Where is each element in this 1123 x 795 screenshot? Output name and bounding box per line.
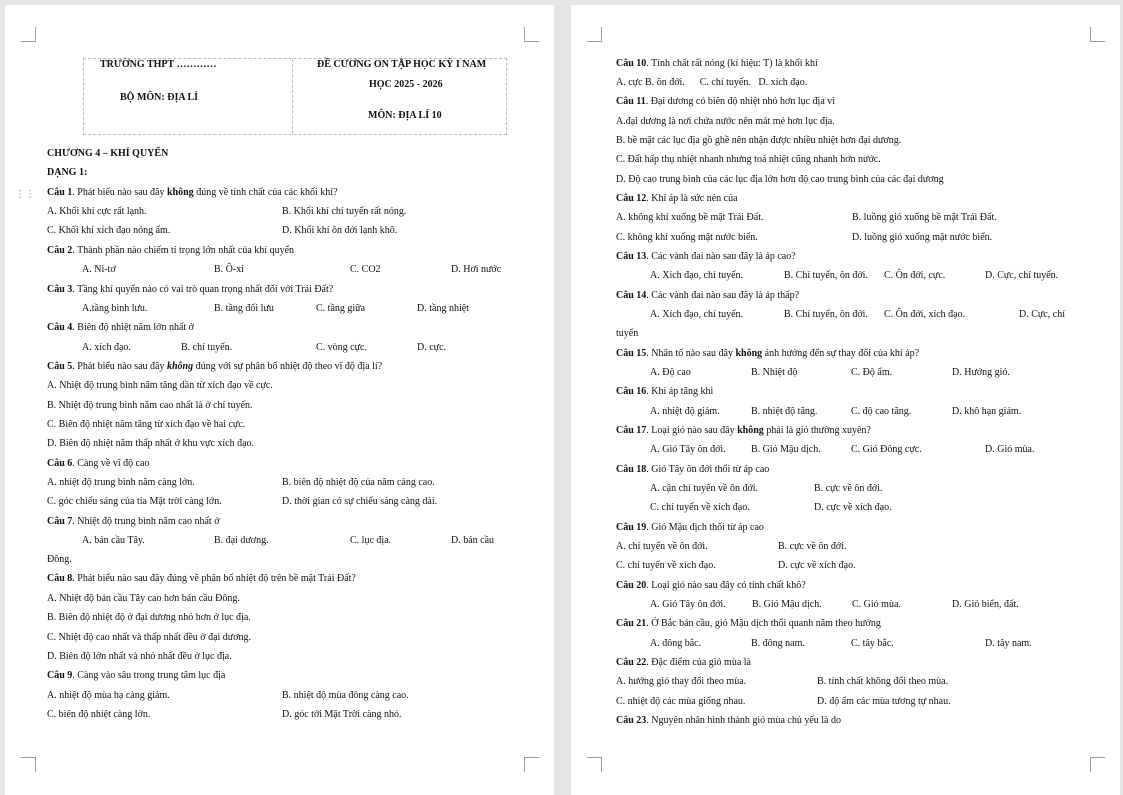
option-d: D. Biên độ lớn nhất và nhỏ nhất đều ở lục địa. xyxy=(47,651,232,662)
option-b: B. tính chất không đổi theo mùa. xyxy=(817,676,949,687)
option-c: C. Nhiệt độ cao nhất và thấp nhất đều ở đại dương. xyxy=(47,632,252,643)
option-d: D. Khối khí ôn đới lạnh khô. xyxy=(282,225,398,236)
option-c: C. Gió Đông cực. xyxy=(851,444,922,455)
option-d: D. Gió biển, đất. xyxy=(952,599,1019,610)
option-b: B. biên độ nhiệt độ của năm càng cao. xyxy=(282,477,435,488)
question-14: Câu 14. Các vành đai nào sau đây là áp thấp? xyxy=(616,290,800,301)
option-a: A. Xích đạo, chí tuyến. xyxy=(650,270,744,281)
option-b: B. Chí tuyến, ôn đới. xyxy=(784,309,868,320)
option-a: A. chí tuyến về ôn đới. xyxy=(616,541,708,552)
option-d: D. góc tới Mặt Trời càng nhỏ. xyxy=(282,709,402,720)
option-d: D. khô hạn giảm. xyxy=(952,406,1022,417)
option-d: D. Độ cao trung bình của các lục địa lớn hơn độ cao trung bình của các đại dương xyxy=(616,174,944,185)
question-12: Câu 12. Khí áp là sức nén của xyxy=(616,193,738,204)
question-18: Câu 18. Gió Tây ôn đới thổi từ áp cao xyxy=(616,464,770,475)
option-a: A. không khí xuống bề mặt Trái Đất. xyxy=(616,212,764,223)
question-1: Câu 1. Phát biểu nào sau đây không đúng về tính chất của các khối khí? xyxy=(47,187,338,198)
option-b: B. nhiệt độ tăng. xyxy=(751,406,818,417)
option-d: D. cực. xyxy=(417,342,447,353)
option-b: B. đông nam. xyxy=(751,638,805,649)
option-b: B. nhiệt độ mùa đông càng cao. xyxy=(282,690,409,701)
option-d: D. Cực, chí tuyến. xyxy=(985,270,1059,281)
option-d: D. thời gian có sự chiếu sáng càng dài. xyxy=(282,496,438,507)
option-b: B. Chí tuyến, ôn đới. xyxy=(784,270,868,281)
option-d: D. Gió mùa. xyxy=(985,444,1035,455)
option-c: C. nhiệt độ các mùa giống nhau. xyxy=(616,696,746,707)
option-c: C. tây bắc. xyxy=(851,638,894,649)
question-10: Câu 10. Tính chất rất nóng (kí hiệu: T) là khối khí xyxy=(616,58,818,69)
option-d: D. tầng nhiệt xyxy=(417,303,469,314)
question-16: Câu 16. Khí áp tăng khi xyxy=(616,386,714,397)
chapter-heading: CHƯƠNG 4 – KHÍ QUYỂN xyxy=(47,148,169,159)
question-8: Câu 8. Phát biểu nào sau đây đúng về phân bố nhiệt độ trên bề mặt Trái Đất? xyxy=(47,573,356,584)
option-a: A. nhiệt độ giảm. xyxy=(650,406,720,417)
option-a: A. Gió Tây ôn đới. xyxy=(650,599,726,610)
question-9: Câu 9. Càng vào sâu trong trung tâm lục địa xyxy=(47,670,226,681)
question-11: Câu 11. Đại dương có biên độ nhiệt nhỏ hơn lục địa vì xyxy=(616,96,836,107)
option-a: A. Xích đạo, chí tuyến. xyxy=(650,309,744,320)
option-a: A. hướng gió thay đổi theo mùa. xyxy=(616,676,747,687)
subject: MÔN: ĐỊA LÍ 10 xyxy=(368,110,442,121)
option-c: C. lục địa. xyxy=(350,535,392,546)
option-a: A. xích đạo. xyxy=(82,342,131,353)
question-19: Câu 19. Gió Mậu dịch thổi từ áp cao xyxy=(616,522,764,533)
option-b: B. luồng gió xuống bề mặt Trái Đất. xyxy=(852,212,997,223)
option-c: C. Biên độ nhiệt năm tăng từ xích đạo về hai cực. xyxy=(47,419,246,430)
option-d: D. cực về xích đạo. xyxy=(778,560,856,571)
option-b: B. Gió Mậu dịch. xyxy=(752,599,822,610)
option-a: A. Nhiệt độ trung bình năm tăng dần từ xích đạo về cực. xyxy=(47,380,273,391)
option-a: A. Gió Tây ôn đới. xyxy=(650,444,726,455)
question-5: Câu 5. Phát biểu nào sau đây không đúng với sự phân bố nhiệt độ theo vĩ độ địa lí? xyxy=(47,361,383,372)
question-17: Câu 17. Loại gió nào sau đây không phải là gió thường xuyên? xyxy=(616,425,871,436)
option-b: B. Biên độ nhiệt độ ở đại dương nhỏ hơn ở lục địa. xyxy=(47,612,251,623)
option-c: C. Ôn đới, cực. xyxy=(884,270,946,281)
option-a: A. Ni-tơ xyxy=(82,264,116,275)
option-c: C. Đất hấp thụ nhiệt nhanh nhưng toả nhiệt cũng nhanh hơn nước. xyxy=(616,154,881,165)
question-3: Câu 3. Tầng khí quyển nào có vai trò quan trọng nhất đối với Trái Đất? xyxy=(47,284,334,295)
option-b: B. đại dương. xyxy=(214,535,269,546)
option-a: A. nhiệt độ trung bình năm càng lớn. xyxy=(47,477,195,488)
question-13: Câu 13. Các vành đai nào sau đây là áp cao? xyxy=(616,251,796,262)
option-d: D. luồng gió xuống mặt nước biển. xyxy=(852,232,993,243)
question-22: Câu 22. Đặc điểm của gió mùa là xyxy=(616,657,751,668)
option-d-continued: Đông. xyxy=(47,554,72,565)
option-b: B. Gió Mậu dịch. xyxy=(751,444,821,455)
option-c: C. độ cao tăng. xyxy=(851,406,912,417)
option-c: C. không khí xuống mặt nước biển. xyxy=(616,232,758,243)
option-a: A.đại dương là nơi chứa nước nên mát mẻ hơn lục địa. xyxy=(616,116,835,127)
question-2: Câu 2. Thành phần nào chiếm tỉ trọng lớn nhất của khí quyển xyxy=(47,245,295,256)
option-d-continued: tuyến xyxy=(616,328,639,339)
option-d: D. Hơi nước xyxy=(451,264,502,275)
document-title: ĐỀ CƯƠNG ON TẬP HỌC KỲ I NAM xyxy=(317,59,487,70)
question-21: Câu 21. Ở Bắc bán cầu, gió Mậu dịch thổi quanh năm theo hướng xyxy=(616,618,881,629)
option-b: B. Nhiệt độ xyxy=(751,367,798,378)
option-b: B. Khối khí chí tuyến rất nóng. xyxy=(282,206,407,217)
option-a: A. Khối khí cực rất lạnh. xyxy=(47,206,147,217)
option-a: A. đông bắc. xyxy=(650,638,702,649)
question-23: Câu 23. Nguyên nhân hình thành gió mùa chủ yếu là do xyxy=(616,715,841,726)
document-page-1 xyxy=(5,5,554,795)
question-10-options: A. cực B. ôn đới. C. chí tuyến. D. xích đạo. xyxy=(616,77,808,88)
question-6: Câu 6. Càng về vĩ độ cao xyxy=(47,458,150,469)
option-b: B. cực về ôn đới. xyxy=(814,483,883,494)
option-d: D. độ ẩm các mùa tương tự nhau. xyxy=(817,696,951,707)
question-4: Câu 4. Biên độ nhiệt năm lớn nhất ở xyxy=(47,322,194,333)
option-c: C. Ôn đới, xích đạo. xyxy=(884,309,966,320)
option-a: A.tầng bình lưu. xyxy=(82,303,148,314)
option-d: D. Cực, chí xyxy=(1019,309,1065,320)
option-d: D. tây nam. xyxy=(985,638,1032,649)
option-d: D. Biên độ nhiệt năm thấp nhất ở khu vực xích đạo. xyxy=(47,438,255,449)
option-a: A. cận chí tuyến về ôn đới. xyxy=(650,483,759,494)
option-d: D. Hướng gió. xyxy=(952,367,1010,378)
option-a: A. Nhiệt độ bán cầu Tây cao hơn bán cầu Đông. xyxy=(47,593,240,604)
option-c: C. biên độ nhiệt càng lớn. xyxy=(47,709,151,720)
option-d: D. cực về xích đạo. xyxy=(814,502,892,513)
option-b: B. Ô-xi xyxy=(214,264,244,275)
department: BỘ MÔN: ĐỊA LÍ xyxy=(120,92,199,103)
option-b: B. cực về ôn đới. xyxy=(778,541,847,552)
option-c: C. Khối khí xích đạo nóng ẩm. xyxy=(47,225,171,236)
option-b: B. bề mặt các lục địa gồ ghề nên nhận được nhiều nhiệt hơn đại dương. xyxy=(616,135,902,146)
document-title-year: HỌC 2025 - 2026 xyxy=(369,79,443,90)
question-20: Câu 20. Loại gió nào sau đây có tính chất khô? xyxy=(616,580,806,591)
option-c: C. Độ ẩm. xyxy=(851,367,893,378)
option-c: C. góc chiếu sáng của tia Mặt trời càng lớn. xyxy=(47,496,222,507)
drag-handle-icon[interactable]: ⋮⋮ xyxy=(15,189,35,200)
option-a: A. Độ cao xyxy=(650,367,691,378)
option-c: C. chí tuyến về xích đạo. xyxy=(616,560,716,571)
option-c: C. CO2 xyxy=(350,264,381,275)
option-c: C. chí tuyến về xích đạo. xyxy=(650,502,750,513)
school-name: TRƯỜNG THPT ………… xyxy=(100,59,217,70)
option-b: B. Nhiệt độ trung bình năm cao nhất là ở chí tuyến. xyxy=(47,400,253,411)
question-7: Câu 7. Nhiệt độ trung bình năm cao nhất ở xyxy=(47,516,220,527)
option-a: A. nhiệt độ mùa hạ càng giảm. xyxy=(47,690,170,701)
option-d: D. bán cầu xyxy=(451,535,495,546)
option-c: C. vòng cực. xyxy=(316,342,367,353)
document-page-2 xyxy=(571,5,1120,795)
option-b: B. chí tuyến. xyxy=(181,342,233,353)
section-heading: DẠNG 1: xyxy=(47,167,88,178)
question-15: Câu 15. Nhân tố nào sau đây không ảnh hưởng đến sự thay đổi của khí áp? xyxy=(616,348,920,359)
option-b: B. tầng đối lưu xyxy=(214,303,274,314)
option-a: A. bán cầu Tây. xyxy=(82,535,145,546)
option-c: C. Gió mùa. xyxy=(852,599,901,610)
option-c: C. tầng giữa xyxy=(316,303,366,314)
